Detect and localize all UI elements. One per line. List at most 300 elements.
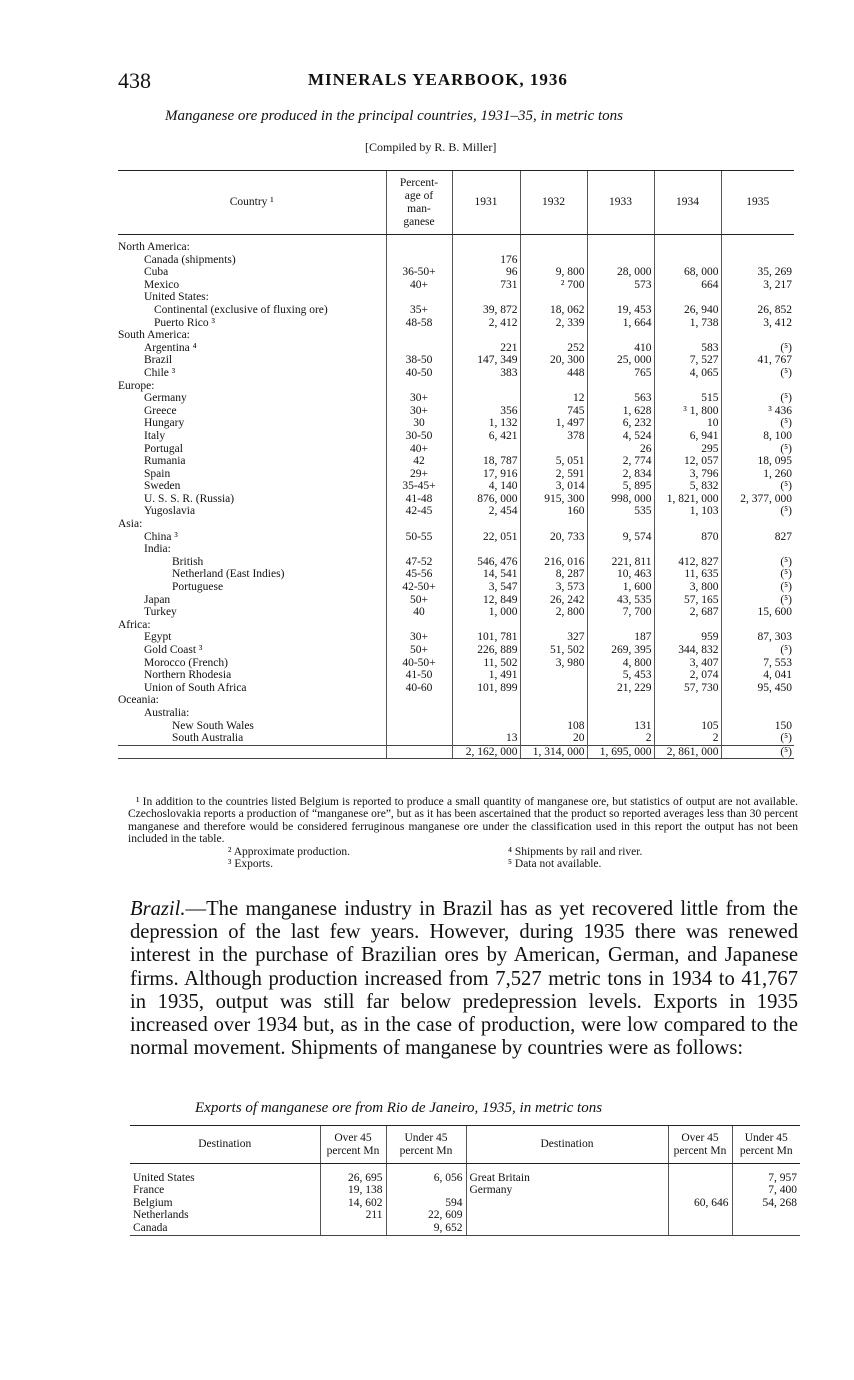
percentage-cell: 35-45+ <box>386 480 452 493</box>
value-cell: 21, 229 <box>587 682 654 695</box>
destination-cell: United States <box>133 1171 195 1184</box>
value-cell: (⁵) <box>721 581 794 594</box>
value-cell: 51, 502 <box>520 644 587 657</box>
country-cell: Germany <box>144 392 187 405</box>
under45-cell: 9, 652 <box>386 1222 466 1235</box>
value-cell: 1, 103 <box>654 505 721 518</box>
value-cell <box>587 329 654 342</box>
percentage-cell <box>386 720 452 733</box>
value-cell <box>520 694 587 707</box>
value-cell <box>520 707 587 720</box>
over45-cell <box>668 1222 732 1235</box>
value-cell: 2, 377, 000 <box>721 493 794 506</box>
value-cell: 3, 412 <box>721 317 794 330</box>
under45-cell <box>732 1209 800 1222</box>
percentage-cell: 30+ <box>386 405 452 418</box>
value-cell: 378 <box>520 430 587 443</box>
percentage-cell: 42-50+ <box>386 581 452 594</box>
value-cell: 2, 774 <box>587 455 654 468</box>
table-row <box>118 694 794 707</box>
value-cell: 14, 541 <box>452 568 520 581</box>
value-cell <box>721 329 794 342</box>
table-row <box>118 732 794 745</box>
over45-cell <box>668 1184 732 1197</box>
under45-cell: 54, 268 <box>732 1197 800 1210</box>
value-cell <box>587 707 654 720</box>
table-row <box>118 329 794 342</box>
country-cell: Europe: <box>118 379 155 392</box>
value-cell: (⁵) <box>721 443 794 456</box>
over45-cell <box>668 1172 732 1185</box>
value-cell <box>520 682 587 695</box>
value-cell <box>452 392 520 405</box>
value-cell: (⁵) <box>721 342 794 355</box>
value-cell: 7, 527 <box>654 354 721 367</box>
table-row <box>118 644 794 657</box>
value-cell: 1, 132 <box>452 417 520 430</box>
value-cell <box>654 543 721 556</box>
country-cell: Hungary <box>144 417 185 430</box>
value-cell <box>452 241 520 254</box>
table-row <box>118 304 794 317</box>
value-cell <box>721 254 794 267</box>
table-row <box>118 367 794 380</box>
value-cell: 131 <box>587 720 654 733</box>
value-cell: (⁵) <box>721 480 794 493</box>
total-value-cell: 1, 314, 000 <box>520 745 587 759</box>
value-cell <box>520 518 587 531</box>
value-cell <box>721 518 794 531</box>
value-cell <box>452 543 520 556</box>
value-cell <box>520 329 587 342</box>
table-row <box>118 279 794 292</box>
value-cell: 410 <box>587 342 654 355</box>
value-cell: 1, 497 <box>520 417 587 430</box>
value-cell: 15, 600 <box>721 606 794 619</box>
exports-row <box>130 1184 800 1197</box>
over45-cell: 14, 602 <box>320 1197 386 1210</box>
exports-header-row <box>130 1126 800 1164</box>
table1-subtitle: [Compiled by R. B. Miller] <box>365 140 497 154</box>
country-cell: Canada (shipments) <box>144 253 236 266</box>
exports-row <box>130 1172 800 1185</box>
table1-title: Manganese ore produced in the principal countries, 1931–35, in metric tons <box>165 108 623 124</box>
table-row <box>118 543 794 556</box>
value-cell <box>587 619 654 632</box>
total-label-cell <box>118 745 386 759</box>
value-cell: 8, 287 <box>520 568 587 581</box>
value-cell: 6, 421 <box>452 430 520 443</box>
value-cell: (⁵) <box>721 594 794 607</box>
table-row <box>118 241 794 254</box>
table-row <box>118 480 794 493</box>
col-header-1931: 1931 <box>452 171 520 235</box>
exports-row <box>130 1197 800 1210</box>
value-cell: 2, 687 <box>654 606 721 619</box>
value-cell: 1, 600 <box>587 581 654 594</box>
value-cell <box>587 254 654 267</box>
percentage-cell: 41-48 <box>386 493 452 506</box>
value-cell: 5, 453 <box>587 669 654 682</box>
value-cell: 448 <box>520 367 587 380</box>
value-cell <box>654 518 721 531</box>
total-row <box>118 745 794 759</box>
value-cell: (⁵) <box>721 505 794 518</box>
table-row <box>118 531 794 544</box>
footnote-3: ³ Exports. <box>228 858 273 871</box>
value-cell: 5, 051 <box>520 455 587 468</box>
country-cell: Portugal <box>144 442 183 455</box>
percentage-cell: 38-50 <box>386 354 452 367</box>
table-row <box>118 581 794 594</box>
value-cell: (⁵) <box>721 392 794 405</box>
value-cell: 2, 800 <box>520 606 587 619</box>
destination-cell <box>466 1222 668 1235</box>
country-cell: Sweden <box>144 480 181 493</box>
country-cell: Morocco (French) <box>144 656 228 669</box>
value-cell: 22, 051 <box>452 531 520 544</box>
value-cell <box>452 291 520 304</box>
over45-cell: 19, 138 <box>320 1184 386 1197</box>
value-cell: 2, 412 <box>452 317 520 330</box>
country-cell: China ³ <box>144 530 178 543</box>
percentage-cell: 30+ <box>386 392 452 405</box>
value-cell <box>654 694 721 707</box>
value-cell: 18, 095 <box>721 455 794 468</box>
value-cell <box>520 241 587 254</box>
table-row <box>118 317 794 330</box>
value-cell: 10 <box>654 417 721 430</box>
country-cell: U. S. S. R. (Russia) <box>144 492 235 505</box>
percentage-cell: 35+ <box>386 304 452 317</box>
value-cell: 3, 800 <box>654 581 721 594</box>
footnote-5: ⁵ Data not available. <box>508 858 602 871</box>
under45-cell: 7, 400 <box>732 1184 800 1197</box>
value-cell: 35, 269 <box>721 266 794 279</box>
table-row <box>118 619 794 632</box>
value-cell: 20, 733 <box>520 531 587 544</box>
value-cell <box>721 619 794 632</box>
value-cell: 2 <box>654 732 721 745</box>
value-cell <box>587 543 654 556</box>
destination-cell: Netherlands <box>133 1209 189 1222</box>
percentage-cell: 45-56 <box>386 568 452 581</box>
exports-table-body <box>130 1164 800 1235</box>
value-cell: 12 <box>520 392 587 405</box>
value-cell: 2, 074 <box>654 669 721 682</box>
value-cell: 356 <box>452 405 520 418</box>
country-cell: New South Wales <box>172 719 254 732</box>
value-cell: 17, 916 <box>452 468 520 481</box>
value-cell: (⁵) <box>721 367 794 380</box>
table-row <box>118 405 794 418</box>
country-cell: Italy <box>144 429 166 442</box>
over45-cell <box>668 1209 732 1222</box>
value-cell: 412, 827 <box>654 556 721 569</box>
country-cell: Spain <box>144 467 171 480</box>
value-cell: 515 <box>654 392 721 405</box>
value-cell <box>587 241 654 254</box>
value-cell: 1, 000 <box>452 606 520 619</box>
over45-cell: 26, 695 <box>320 1172 386 1185</box>
table-row <box>118 606 794 619</box>
value-cell <box>721 241 794 254</box>
value-cell: 295 <box>654 443 721 456</box>
over45-cell: 60, 646 <box>668 1197 732 1210</box>
value-cell: ³ 1, 800 <box>654 405 721 418</box>
country-cell: Puerto Rico ³ <box>154 316 215 329</box>
value-cell: (⁵) <box>721 644 794 657</box>
country-cell: Turkey <box>144 606 177 619</box>
value-cell: 39, 872 <box>452 304 520 317</box>
value-cell: 3, 547 <box>452 581 520 594</box>
percentage-cell <box>386 380 452 393</box>
value-cell: 1, 821, 000 <box>654 493 721 506</box>
value-cell: 2, 591 <box>520 468 587 481</box>
percentage-cell: 29+ <box>386 468 452 481</box>
value-cell: 26, 852 <box>721 304 794 317</box>
value-cell: 13 <box>452 732 520 745</box>
value-cell <box>452 329 520 342</box>
percentage-cell: 40+ <box>386 443 452 456</box>
under45-cell: 7, 957 <box>732 1172 800 1185</box>
value-cell: 344, 832 <box>654 644 721 657</box>
table-row <box>118 657 794 670</box>
under45-cell <box>386 1184 466 1197</box>
value-cell: 9, 574 <box>587 531 654 544</box>
value-cell: 959 <box>654 631 721 644</box>
value-cell: 187 <box>587 631 654 644</box>
percentage-cell: 47-52 <box>386 556 452 569</box>
value-cell: 546, 476 <box>452 556 520 569</box>
value-cell: 3, 573 <box>520 581 587 594</box>
value-cell: 12, 849 <box>452 594 520 607</box>
paragraph-text: —The manganese industry in Brazil has as yet recovered little from the depression of the last few years. However, during 1935 there was renewed interest in the purchase of Brazilian ores by American, German, and Japanese firms. Although production increased from 7,527 metric tons in 1934 to 41,767 in 1935, output was still far below predepression levels. Exports in 1935 increased over 1934 but, as in the case of production, were low compared to the normal movement. Shipments of manganese by countries were as follows: <box>130 898 798 1060</box>
exports-table <box>130 1125 800 1236</box>
value-cell: 7, 700 <box>587 606 654 619</box>
value-cell: 11, 635 <box>654 568 721 581</box>
value-cell: 26, 242 <box>520 594 587 607</box>
value-cell: 105 <box>654 720 721 733</box>
value-cell: 28, 000 <box>587 266 654 279</box>
table-row <box>118 254 794 267</box>
percentage-cell <box>386 241 452 254</box>
destination-cell: Germany <box>466 1184 668 1197</box>
value-cell: ² 700 <box>520 279 587 292</box>
country-cell: Brazil <box>144 354 173 367</box>
production-table <box>118 170 794 759</box>
footnote-4: ⁴ Shipments by rail and river. <box>508 845 643 858</box>
percentage-cell: 40-60 <box>386 682 452 695</box>
value-cell <box>587 518 654 531</box>
value-cell: 96 <box>452 266 520 279</box>
value-cell: 101, 781 <box>452 631 520 644</box>
footnote-2: ² Approximate production. <box>228 845 350 858</box>
value-cell: 95, 450 <box>721 682 794 695</box>
percentage-cell: 30 <box>386 417 452 430</box>
under45-cell <box>732 1222 800 1235</box>
table-row <box>118 443 794 456</box>
value-cell: 221, 811 <box>587 556 654 569</box>
value-cell: 252 <box>520 342 587 355</box>
value-cell: 1, 260 <box>721 468 794 481</box>
value-cell: 26, 940 <box>654 304 721 317</box>
value-cell: 5, 832 <box>654 480 721 493</box>
percentage-cell <box>386 543 452 556</box>
country-cell: Mexico <box>144 278 180 291</box>
table-row <box>118 594 794 607</box>
over45-cell: 211 <box>320 1209 386 1222</box>
percentage-cell: 30-50 <box>386 430 452 443</box>
col-header-country: Country ¹ <box>118 171 386 235</box>
table2-title: Exports of manganese ore from Rio de Janeiro, 1935, in metric tons <box>195 1100 603 1116</box>
value-cell: 2, 834 <box>587 468 654 481</box>
table-row <box>118 669 794 682</box>
value-cell: 827 <box>721 531 794 544</box>
table-header-row <box>118 171 794 235</box>
value-cell: 25, 000 <box>587 354 654 367</box>
value-cell <box>520 669 587 682</box>
value-cell: 68, 000 <box>654 266 721 279</box>
value-cell: 1, 491 <box>452 669 520 682</box>
total-value-cell: 1, 695, 000 <box>587 745 654 759</box>
value-cell <box>520 380 587 393</box>
value-cell <box>587 694 654 707</box>
value-cell <box>654 254 721 267</box>
destination-cell <box>466 1197 668 1210</box>
value-cell <box>520 543 587 556</box>
country-cell: Greece <box>144 404 177 417</box>
col-header-1933: 1933 <box>587 171 654 235</box>
country-cell: Africa: <box>118 618 151 631</box>
value-cell: (⁵) <box>721 568 794 581</box>
value-cell <box>654 241 721 254</box>
destination-cell: Great Britain <box>466 1172 668 1185</box>
value-cell: 269, 395 <box>587 644 654 657</box>
value-cell: (⁵) <box>721 732 794 745</box>
value-cell: 4, 524 <box>587 430 654 443</box>
paragraph-lead: Brazil. <box>130 898 186 920</box>
value-cell: 1, 738 <box>654 317 721 330</box>
destination-cell <box>466 1209 668 1222</box>
country-cell: North America: <box>118 241 190 253</box>
over45-cell <box>320 1222 386 1235</box>
country-cell: Portuguese <box>172 581 224 594</box>
country-cell: Gold Coast ³ <box>144 644 203 656</box>
value-cell: 876, 000 <box>452 493 520 506</box>
value-cell: 160 <box>520 505 587 518</box>
table-row <box>118 568 794 581</box>
value-cell: 226, 889 <box>452 644 520 657</box>
value-cell: 3, 796 <box>654 468 721 481</box>
percentage-cell: 50-55 <box>386 531 452 544</box>
percentage-cell: 30+ <box>386 631 452 644</box>
value-cell: 41, 767 <box>721 354 794 367</box>
country-cell: Oceania: <box>118 694 159 707</box>
country-cell: Australia: <box>144 706 190 719</box>
value-cell: 7, 553 <box>721 657 794 670</box>
value-cell: 43, 535 <box>587 594 654 607</box>
exp-header-under45-left: Under 45 percent Mn <box>386 1126 466 1164</box>
value-cell <box>452 707 520 720</box>
col-header-1932: 1932 <box>520 171 587 235</box>
value-cell <box>520 443 587 456</box>
value-cell: 664 <box>654 279 721 292</box>
exp-header-destination-left: Destination <box>130 1126 320 1164</box>
country-cell: United States: <box>144 291 209 304</box>
country-cell: Rumania <box>144 455 186 468</box>
percentage-cell <box>386 342 452 355</box>
col-header-1934: 1934 <box>654 171 721 235</box>
destination-cell: Canada <box>130 1222 320 1235</box>
value-cell: 5, 895 <box>587 480 654 493</box>
value-cell: 745 <box>520 405 587 418</box>
value-cell <box>654 329 721 342</box>
percentage-cell: 40-50 <box>386 367 452 380</box>
percentage-cell: 50+ <box>386 594 452 607</box>
value-cell: 3, 407 <box>654 657 721 670</box>
value-cell <box>654 707 721 720</box>
value-cell <box>452 443 520 456</box>
table-row <box>118 468 794 481</box>
country-cell: India: <box>144 543 171 556</box>
table-row <box>118 556 794 569</box>
value-cell: 3, 217 <box>721 279 794 292</box>
country-cell: South Australia <box>172 732 244 745</box>
value-cell: 12, 057 <box>654 455 721 468</box>
value-cell: 18, 062 <box>520 304 587 317</box>
percentage-cell: 36-50+ <box>386 266 452 279</box>
value-cell: 573 <box>587 279 654 292</box>
value-cell <box>452 720 520 733</box>
footnote-1: ¹ In addition to the countries listed Belgium is reported to produce a small quantity of manganese ore, but statistics of output are not available. Czechoslovakia reports a production of “manganese ore”, but as it has been ascertained that the product so reported averages less than 30 percent manganese and therefore would be considered ferruginous manganese ore under the classification used in this report the output has not been included in the table. <box>128 796 798 846</box>
exp-header-destination-right: Destination <box>466 1126 668 1164</box>
value-cell <box>587 291 654 304</box>
percentage-cell <box>386 619 452 632</box>
table-row <box>118 455 794 468</box>
value-cell: 327 <box>520 631 587 644</box>
value-cell <box>721 291 794 304</box>
value-cell: (⁵) <box>721 556 794 569</box>
value-cell <box>654 291 721 304</box>
table-row <box>118 392 794 405</box>
exp-header-over45-left: Over 45 percent Mn <box>320 1126 386 1164</box>
value-cell: 18, 787 <box>452 455 520 468</box>
value-cell: 20, 300 <box>520 354 587 367</box>
value-cell <box>452 380 520 393</box>
total-value-cell: 2, 861, 000 <box>654 745 721 759</box>
value-cell: 87, 303 <box>721 631 794 644</box>
total-value-cell <box>386 745 452 759</box>
page-number: 438 <box>118 68 151 93</box>
exp-header-over45-right: Over 45 percent Mn <box>668 1126 732 1164</box>
percentage-cell <box>386 254 452 267</box>
percentage-cell <box>386 732 452 745</box>
table-row <box>118 266 794 279</box>
value-cell: 11, 502 <box>452 657 520 670</box>
value-cell: 6, 232 <box>587 417 654 430</box>
value-cell <box>721 707 794 720</box>
value-cell <box>721 694 794 707</box>
value-cell <box>520 291 587 304</box>
percentage-cell: 40-50+ <box>386 657 452 670</box>
country-cell: Egypt <box>144 631 172 644</box>
country-cell: Argentina ⁴ <box>144 341 197 354</box>
value-cell <box>452 694 520 707</box>
table-row <box>118 493 794 506</box>
value-cell: 1, 664 <box>587 317 654 330</box>
value-cell: 57, 730 <box>654 682 721 695</box>
